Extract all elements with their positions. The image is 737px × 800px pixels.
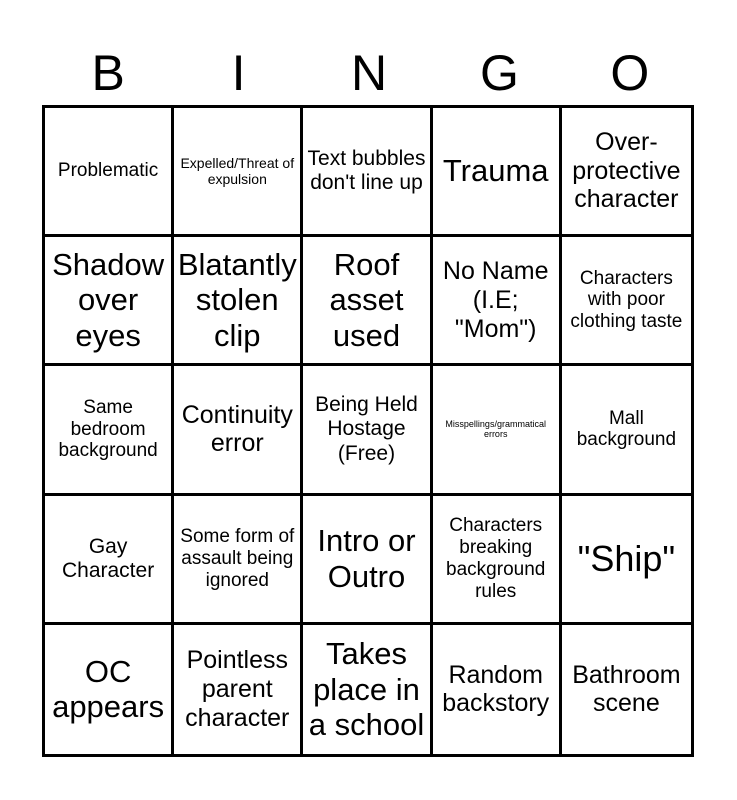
bingo-cell[interactable]: Random backstory <box>433 625 562 754</box>
bingo-cell[interactable]: Being Held Hostage (Free) <box>303 366 432 495</box>
bingo-header <box>43 40 695 106</box>
bingo-cell[interactable]: OC appears <box>45 625 174 754</box>
bingo-board <box>42 105 694 757</box>
bingo-cell[interactable]: Over-protective character <box>562 108 691 237</box>
bingo-cell[interactable]: Continuity error <box>174 366 303 495</box>
bingo-cell[interactable]: Mall background <box>562 366 691 495</box>
bingo-cell[interactable]: Characters with poor clothing taste <box>562 237 691 366</box>
header-letter-b: B <box>91 45 125 101</box>
bingo-cell[interactable]: "Ship" <box>562 496 691 625</box>
bingo-cell[interactable]: Text bubbles don't line up <box>303 108 432 237</box>
header-letter-g: G <box>479 45 519 101</box>
bingo-cell[interactable]: Bathroom scene <box>572 660 681 718</box>
bingo-cell[interactable]: Same bedroom background <box>45 366 174 495</box>
bingo-cell[interactable]: Characters breaking background rules <box>433 496 562 625</box>
bingo-cell[interactable]: Blatantly stolen clip <box>174 237 303 366</box>
header-letter-n: N <box>350 45 388 101</box>
bingo-cell[interactable]: Some form of assault being ignored <box>174 496 303 625</box>
bingo-cell[interactable]: Pointless parent character <box>174 625 303 754</box>
bingo-cell[interactable]: Trauma <box>433 108 562 237</box>
header-letter-o: O <box>610 45 650 101</box>
bingo-cell[interactable]: Intro or Outro <box>303 496 432 625</box>
bingo-cell[interactable]: Expelled/Threat of expulsion <box>174 108 303 237</box>
bingo-cell[interactable]: Misspellings/grammatical errors <box>433 366 562 495</box>
header-letter-i: I <box>231 45 246 101</box>
bingo-cell[interactable]: Problematic <box>45 108 174 237</box>
bingo-cell[interactable]: Shadow over eyes <box>45 237 174 366</box>
bingo-cell[interactable]: Gay Character <box>45 496 174 625</box>
bingo-cell[interactable]: Roof asset used <box>303 237 432 366</box>
bingo-cell[interactable]: No Name (I.E; "Mom") <box>433 237 562 366</box>
bingo-cell[interactable]: Takes place in a school <box>303 625 432 754</box>
